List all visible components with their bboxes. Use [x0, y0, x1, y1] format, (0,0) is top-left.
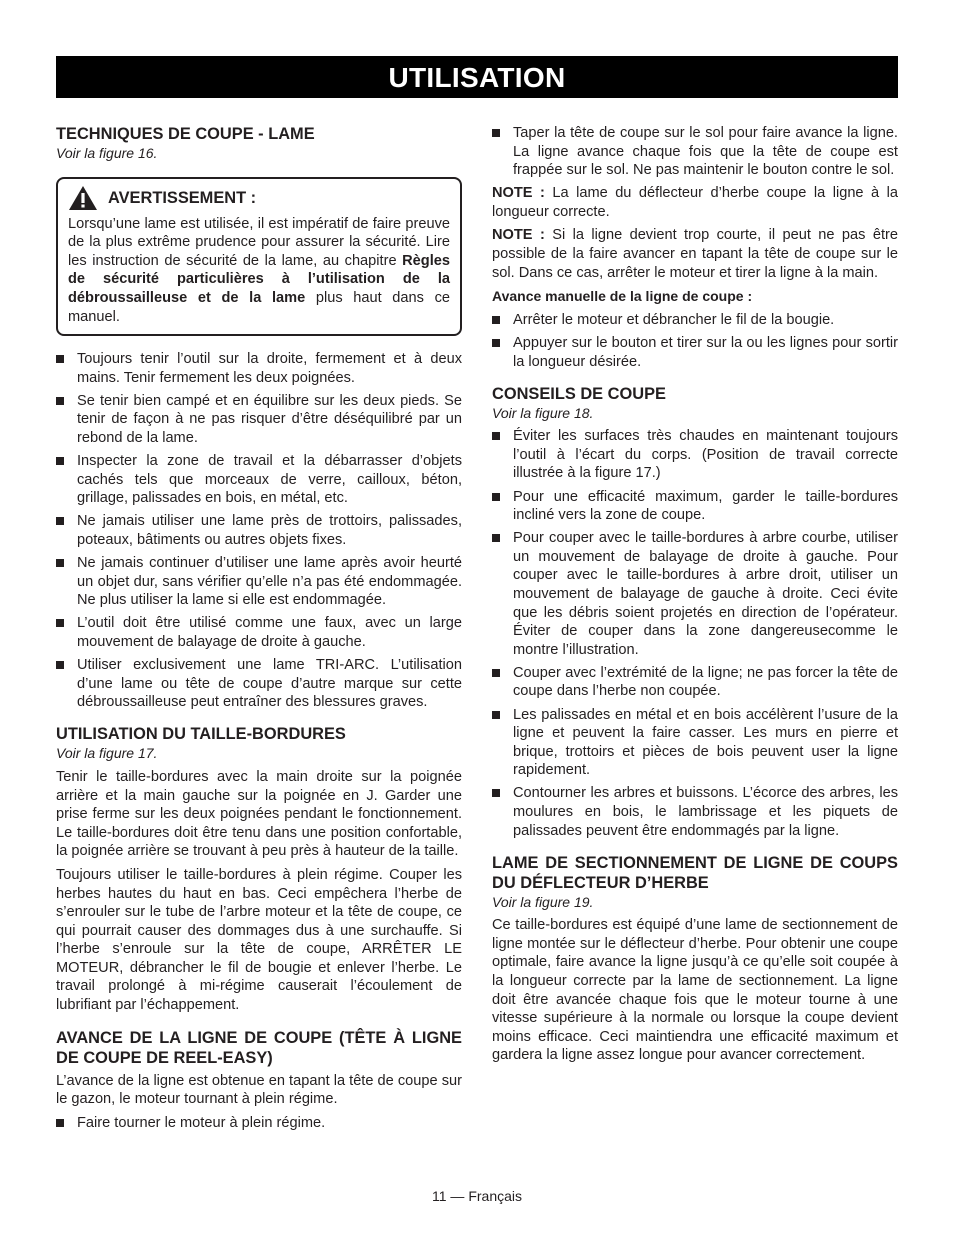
note: NOTE : Si la ligne devient trop courte, il peut ne pas être possible de la faire avancer en tapant la tête de coupe sur le sol. Dans ce cas, arrêter le moteur et tirer la ligne à la main. — [492, 227, 898, 281]
paragraph: Ce taille-bordures est équipé d’une lame de sectionnement de ligne montée sur le déflecteur d’herbe. Pour obtenir une coupe optimale, faire avance la ligne jusqu’à ce qu’elle soit coupée à la longueur correcte par la lame de sectionnement. La ligne doit être avancée chaque fois que le moteur tourne à une vitesse supérieure à la normale ou lorsque la coupe devient moins efficace. Ceci maintiendra une efficacité maximum et gardera la ligne assez longue pour avancer correctement. — [492, 917, 898, 1064]
paragraph: Toujours utiliser le taille-bordures à plein régime. Couper les herbes hautes du haut en bas. Ceci empêchera l’herbe de s’enrouler sur le tube de l’arbre moteur et la tête de coupe, ce qui pourrait causer des dommages dus à une surchauffe. Si l’herbe s’enroule sur la tête de coupe, ARRÊTER LE MOTEUR, débrancher le fil de bougie et enlever l’herbe. Le travail prolongé à mi-régime causerait l’écoulement de lubrifiant par l’échappement. — [56, 866, 462, 1014]
cutting-tips-list — [492, 427, 898, 840]
bullet-square-icon — [492, 789, 500, 797]
line-advance-list — [56, 1114, 462, 1133]
bullet-square-icon — [56, 517, 64, 525]
bullet-square-icon — [56, 619, 64, 627]
list-item: Pour couper avec le taille-bordures à arbre courbe, utiliser un mouvement de balayage de droite à gauche. Pour couper avec le taille-bordures à arbre droit, utiliser un mouvement de balayage de gauche à droite. Ceci évite que les débris soient projetés en direction de l’opérateur. Éviter de couper dans la zone dangereusecomme le montre l’illustration. — [492, 529, 898, 659]
blade-safety-list — [56, 350, 462, 712]
list-item: Arrêter le moteur et débrancher le fil de la bougie. — [492, 311, 898, 330]
bullet-square-icon — [492, 669, 500, 677]
section-title-trimmer-use: UTILISATION DU TAILLE-BORDURES — [56, 725, 346, 744]
list-item: Couper avec l’extrémité de la ligne; ne pas forcer la tête de coupe dans l’herbe non coupée. — [492, 664, 898, 701]
figure-ref: Voir la figure 18. — [492, 404, 594, 421]
bullet-square-icon — [56, 559, 64, 567]
warning-box — [56, 177, 462, 337]
paragraph: Tenir le taille-bordures avec la main droite sur la poignée arrière et la main gauche sur la poignée en J. Garder une prise ferme sur les deux poignées pendant le fonctionnement. Le taille-bordures doit être tenu dans une position confortable, la poignée arrière se trouvant à peu près à hauteur de la taille. — [56, 768, 462, 860]
warning-label: AVERTISSEMENT : — [108, 188, 257, 207]
list-item: Appuyer sur le bouton et tirer sur la ou les lignes pour sortir la longueur désirée. — [492, 334, 898, 371]
section-title-line-cutting-blade: LAME DE SECTIONNEMENT DE LIGNE DE COUPS DU DÉFLECTEUR D’HERBE — [492, 853, 898, 892]
right-column — [492, 124, 898, 1070]
bullet-square-icon — [492, 316, 500, 324]
page-title: UTILISATION — [56, 56, 898, 98]
bullet-square-icon — [56, 397, 64, 405]
list-item: Utiliser exclusivement une lame TRI-ARC. L’utilisation d’une lame ou tête de coupe d’autre marque sur cette débroussailleuse peut entraîner des blessures graves. — [56, 656, 462, 712]
manual-advance-list — [492, 311, 898, 371]
list-item: Inspecter la zone de travail et la débarrasser d’objets cachés tels que morceaux de verre, cailloux, béton, grillage, palissades en bois, en métal, etc. — [56, 452, 462, 508]
list-item: L’outil doit être utilisé comme une faux, avec un large mouvement de balayage de droite à gauche. — [56, 614, 462, 651]
line-advance-list-continued — [492, 124, 898, 180]
bullet-square-icon — [56, 457, 64, 465]
figure-ref: Voir la figure 19. — [492, 893, 594, 910]
bullet-square-icon — [492, 339, 500, 347]
bullet-square-icon — [56, 1119, 64, 1127]
list-item: Les palissades en métal et en bois accélèrent l’usure de la ligne et peuvent la faire casser. Les murs en pierre et brique, trottoirs et pièces de bois peuvent user la ligne rapidement. — [492, 706, 898, 780]
page-number: 11 — Français — [432, 1188, 522, 1204]
list-item: Taper la tête de coupe sur le sol pour faire avance la ligne. La ligne avance chaque fois que la tête de coupe est frappée sur le sol. Ne pas maintenir le bouton contre le sol. — [492, 124, 898, 180]
figure-ref: Voir la figure 16. — [56, 145, 158, 161]
subheading-manual-advance: Avance manuelle de la ligne de coupe : — [492, 288, 753, 305]
list-item: Pour une efficacité maximum, garder le taille-bordures incliné vers la zone de coupe. — [492, 488, 898, 525]
list-item: Ne jamais continuer d’utiliser une lame après avoir heurté un objet dur, sans vérifier qu’elle n’a pas été endommagée. Ne plus utiliser la lame si elle est endommagée. — [56, 554, 462, 610]
list-item: Contourner les arbres et buissons. L’écorce des arbres, les moulures en bois, le lambrissage et les piquets de palissades peuvent être endommagés par la ligne. — [492, 784, 898, 840]
note: NOTE : La lame du déflecteur d’herbe coupe la ligne à la longueur correcte. — [492, 185, 898, 220]
list-item: Éviter les surfaces très chaudes en maintenant toujours l’outil à l’écart du corps. (Position de travail correcte illustrée à la figure 17.) — [492, 427, 898, 483]
warning-triangle-icon — [68, 185, 98, 211]
section-title-cutting-tips: CONSEILS DE COUPE — [492, 384, 666, 403]
bullet-square-icon — [56, 355, 64, 363]
section-title-line-advance: AVANCE DE LA LIGNE DE COUPE (TÊTE À LIGNE DE COUPE DE REEL-EASY) — [56, 1028, 462, 1067]
section-title-blade-cutting: TECHNIQUES DE COUPE - LAME — [56, 125, 315, 143]
list-item: Faire tourner le moteur à plein régime. — [56, 1114, 462, 1133]
paragraph: L’avance de la ligne est obtenue en tapant la tête de coupe sur le gazon, le moteur tournant à plein régime. — [56, 1072, 462, 1108]
list-item: Se tenir bien campé et en équilibre sur les deux pieds. Se tenir de façon à ne pas risquer d’être déséquilibré par un rebond de la lame. — [56, 392, 462, 448]
bullet-square-icon — [492, 432, 500, 440]
figure-ref: Voir la figure 17. — [56, 745, 158, 762]
list-item: Toujours tenir l’outil sur la droite, fermement et à deux mains. Tenir fermement les deux poignées. — [56, 350, 462, 387]
bullet-square-icon — [56, 661, 64, 669]
list-item: Ne jamais utiliser une lame près de trottoirs, palissades, poteaux, bâtiments ou autres objets fixes. — [56, 512, 462, 549]
bullet-square-icon — [492, 493, 500, 501]
bullet-square-icon — [492, 534, 500, 542]
left-column — [56, 124, 462, 1137]
bullet-square-icon — [492, 129, 500, 137]
warning-text: Lorsqu’une lame est utilisée, il est impératif de faire preuve de la plus extrême prudence pour assurer la sécurité. Lire les instruction de sécurité de la lame, au chapitre Règles de sécurité particulières à l’utilisation de la débroussailleuse et de la lame plus haut dans ce manuel. — [68, 215, 450, 325]
bullet-square-icon — [492, 711, 500, 719]
